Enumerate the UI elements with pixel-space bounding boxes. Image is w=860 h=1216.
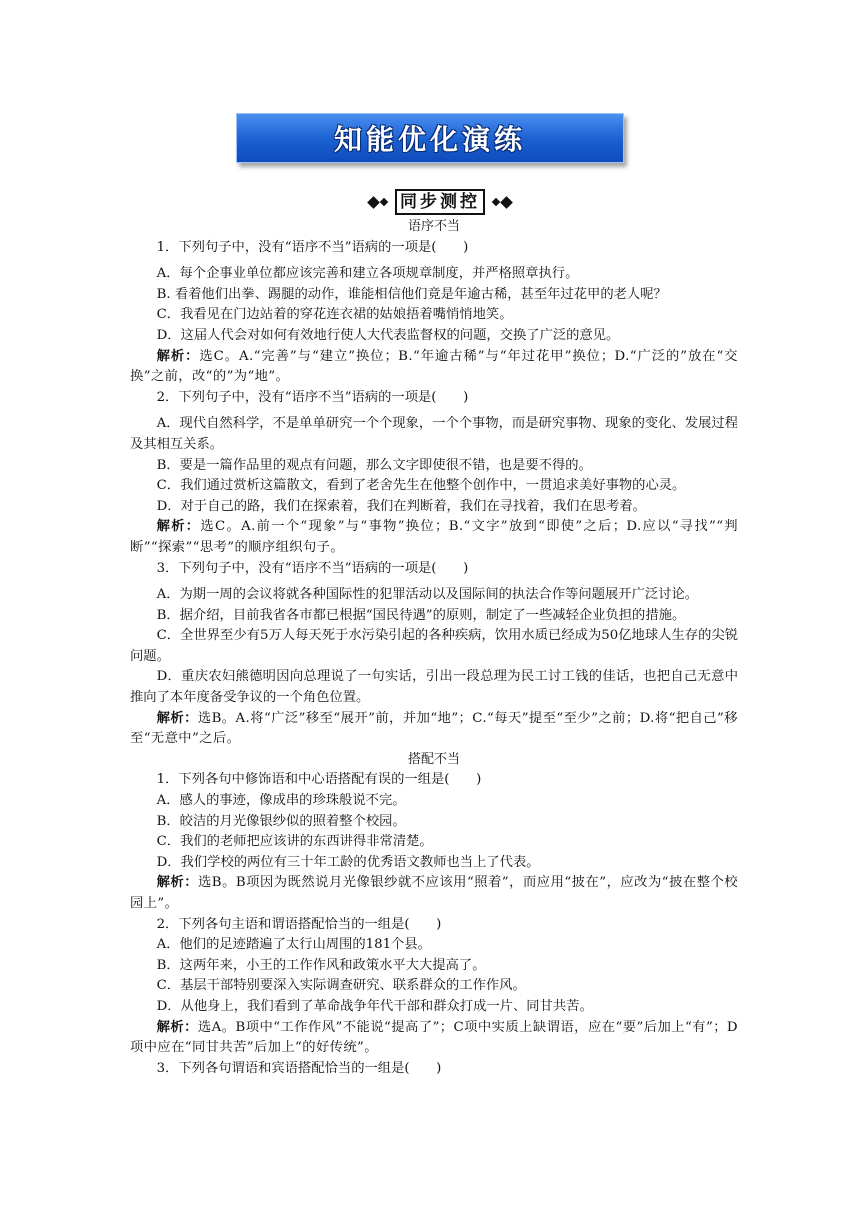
question-option: D．从他身上，我们看到了革命战争年代干部和群众打成一片、同甘共苦。 <box>156 998 593 1014</box>
question-stem: 3．下列句子中，没有“语序不当”语病的一项是( ) <box>156 560 469 576</box>
diamond-icon <box>500 196 513 209</box>
analysis <box>130 873 738 914</box>
question-stem: 2．下列句子中，没有“语序不当”语病的一项是( ) <box>156 389 469 405</box>
question-option: A．每个企事业单位都应该完善和建立各项规章制度，并严格照章执行。 <box>156 266 579 282</box>
question-option: D．对于自己的路，我们在探索着，我们在判断着，我们在寻找着，我们在思考着。 <box>156 498 646 514</box>
question-option: C．我们通过赏析这篇散文，看到了老舍先生在他整个创作中，一贯追求美好事物的心灵。 <box>156 478 686 494</box>
analysis-label: 解析： <box>156 875 198 891</box>
analysis-label: 解析： <box>156 348 200 364</box>
question-option: A．感人的事迹，像成串的珍珠般说不完。 <box>156 793 406 809</box>
analysis-text: 选B。A.将“广泛”移至“展开”前，并加“地”；C.“每天”提至“至少”之前；D.将“把自己”移至“无意中”之后。 <box>130 710 738 747</box>
question-stem: 3．下列各句谓语和宾语搭配恰当的一组是( ) <box>156 1060 442 1076</box>
analysis-label: 解析： <box>156 1019 198 1035</box>
analysis-text: 选B。B项因为既然说月光像银纱就不应该用“照着”，而应用“披在”，应改为“披在整个校园上”。 <box>130 875 738 911</box>
tagline-label: 同步测控 <box>395 189 485 215</box>
question-option: B．据介绍，目前我省各市都已根据“国民待遇”的原则，制定了一些减轻企业负担的措施。 <box>156 607 686 623</box>
question-stem: 1．下列各句中修饰语和中心语搭配有误的一组是( ) <box>156 772 482 788</box>
tagline <box>340 188 540 216</box>
exercise-content <box>130 217 738 1079</box>
question-option: B. 看着他们出拳、踢腿的动作，谁能相信他们竟是年逾古稀，甚至年过花甲的老人呢？ <box>156 286 667 302</box>
question-option: B．这两年来，小王的工作作风和政策水平大大提高了。 <box>156 957 486 973</box>
diamond-icon <box>380 198 388 206</box>
question-option: D．我们学校的两位有三十年工龄的优秀语文教师也当上了代表。 <box>156 854 540 870</box>
question-stem: 2．下列各句主语和谓语搭配恰当的一组是( ) <box>156 916 442 932</box>
analysis-label: 解析： <box>156 519 201 535</box>
question-option: A．为期一周的会议将就各种国际性的犯罪活动以及国际间的执法合作等问题展开广泛讨论。 <box>156 587 699 603</box>
analysis-text: 选C。A.前一个“现象”与“事物”换位；B.“文字”放到“即使”之后；D.应以“寻找”“判断”“探索”“思考”的顺序组织句子。 <box>130 519 738 555</box>
analysis-text: 选A。B项中“工作作风”不能说“提高了”；C项中实质上缺谓语，应在“要”后加上“有”；D项中应在“同甘共苦”后加上“的好传统”。 <box>130 1019 738 1056</box>
question-option: C．全世界至少有5万人每天死于水污染引起的各种疾病，饮用水质已经成为50亿地球人生存的尖锐问题。 <box>130 628 738 664</box>
analysis <box>130 1018 738 1059</box>
section-banner <box>236 113 624 163</box>
question-option: A．他们的足迹踏遍了太行山周围的181个县。 <box>156 937 431 953</box>
question-option: B．皎洁的月光像银纱似的照着整个校园。 <box>156 813 406 829</box>
analysis <box>130 517 738 558</box>
section-title: 语序不当 <box>407 219 460 234</box>
question-option: C．我们的老师把应该讲的东西讲得非常清楚。 <box>156 834 433 850</box>
diamond-icon <box>367 196 380 209</box>
question-option: C．我看见在门边站着的穿花连衣裙的姑娘捂着嘴悄悄地笑。 <box>156 307 513 323</box>
analysis <box>130 709 738 750</box>
section-title: 搭配不当 <box>407 751 460 767</box>
question-option: A．现代自然科学，不是单单研究一个个现象，一个个事物，而是研究事物、现象的变化、发展过程及其相互关系。 <box>130 416 738 452</box>
analysis-label: 解析： <box>156 710 198 726</box>
question-option: C．基层干部特别要深入实际调查研究、联系群众的工作作风。 <box>156 978 526 994</box>
banner-title: 知能优化演练 <box>333 123 526 156</box>
question-stem: 1．下列句子中，没有“语序不当”语病的一项是( ) <box>156 239 469 255</box>
question-option: D．重庆农妇熊德明因向总理说了一句实话，引出一段总理为民工讨工钱的佳话，也把自己无意中推向了本年度备受争议的一个角色位置。 <box>130 669 738 706</box>
question-option: D．这届人代会对如何有效地行使人大代表监督权的问题，交换了广泛的意见。 <box>156 327 620 343</box>
question-option: B．要是一篇作品里的观点有问题，那么文字即使很不错，也是要不得的。 <box>156 457 592 473</box>
analysis-text: 选C。A.“完善”与“建立”换位；B.“年逾古稀”与“年过花甲”换位；D.“广泛的”放在“交换”之前，改“的”为“地”。 <box>130 348 739 385</box>
analysis <box>130 347 738 388</box>
